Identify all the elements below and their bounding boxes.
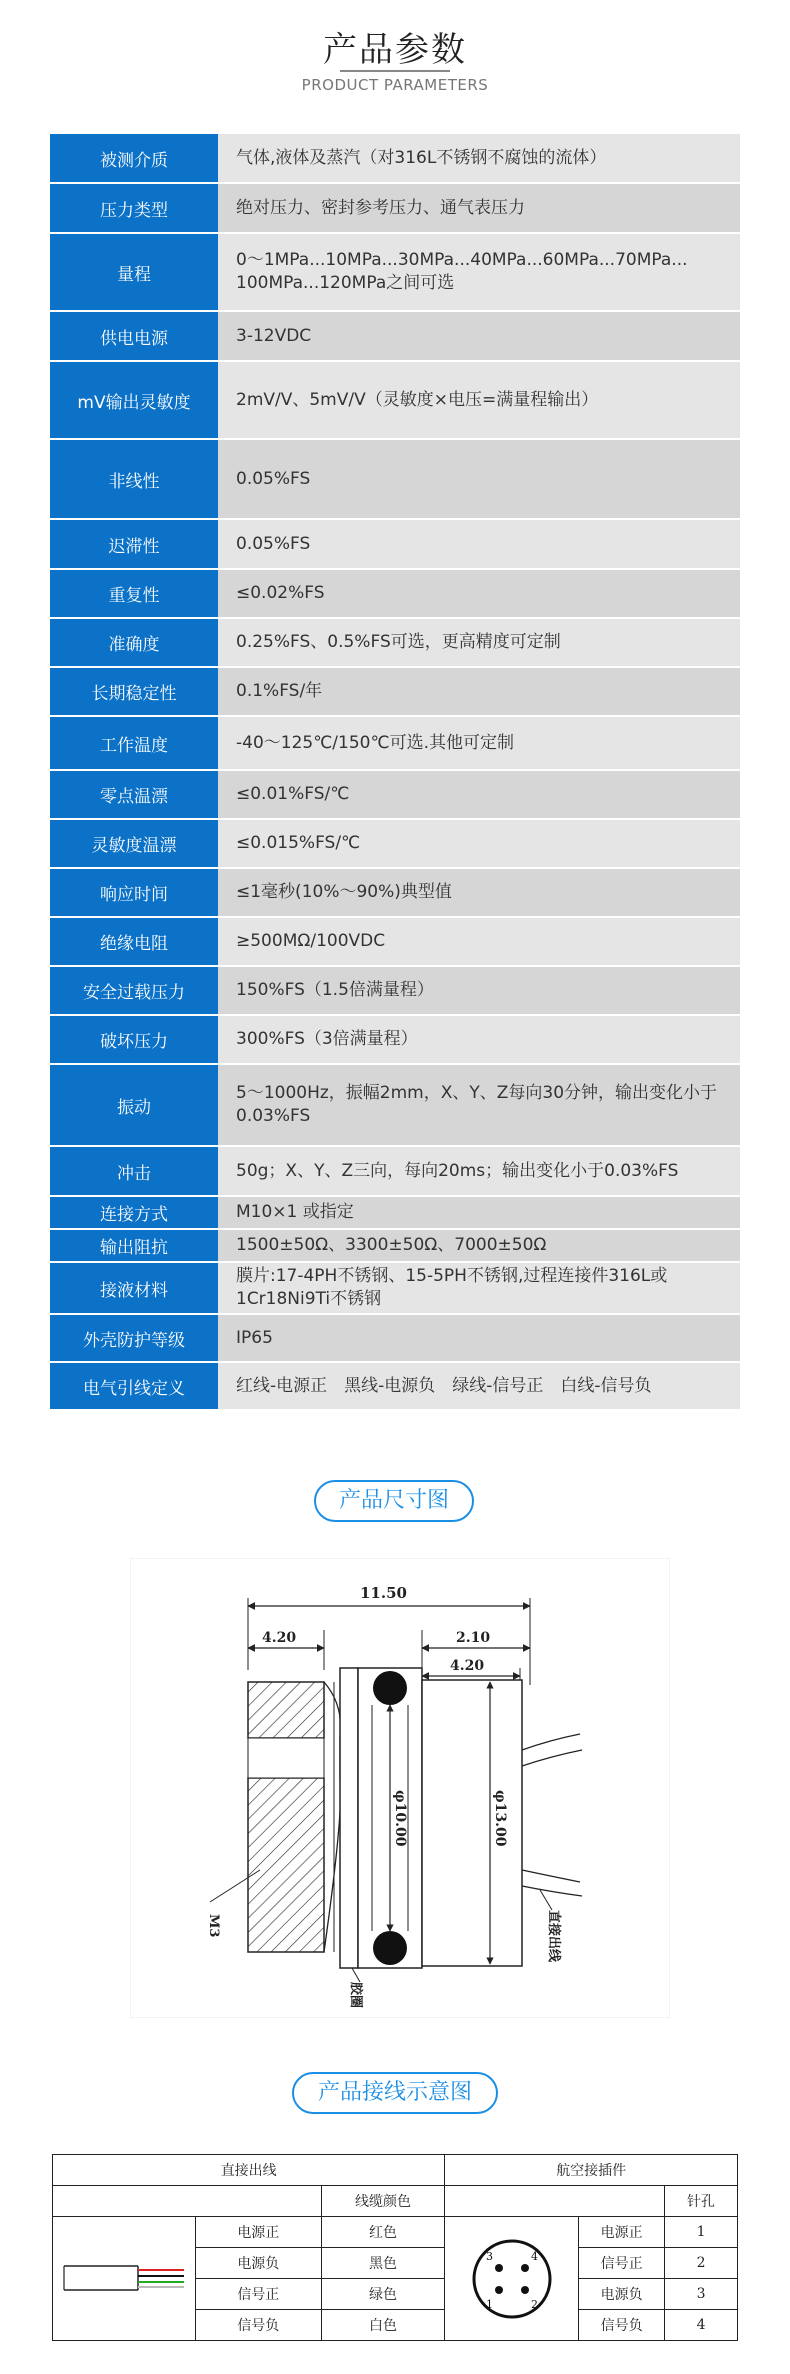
param-row: [50, 234, 740, 310]
param-row: [50, 520, 740, 568]
param-value: M10×1 或指定: [218, 1197, 740, 1228]
param-value: 0.05%FS: [218, 440, 740, 518]
inner-width-label: 4.20: [450, 1658, 485, 1674]
param-label: 连接方式: [50, 1197, 218, 1228]
param-label: 安全过载压力: [50, 967, 218, 1014]
param-label: 振动: [50, 1065, 218, 1145]
param-value: 红线-电源正 黑线-电源负 绿线-信号正 白线-信号负: [218, 1363, 740, 1409]
param-row: [50, 820, 740, 867]
wiring-section-title: 产品接线示意图: [292, 2072, 498, 2114]
param-row: [50, 869, 740, 916]
param-value: 0.25%FS、0.5%FS可选，更高精度可定制: [218, 619, 740, 666]
lead-label: 直接出线: [546, 1910, 561, 1963]
pin-header: 针孔: [665, 2186, 738, 2217]
param-row: [50, 312, 740, 360]
param-value: ≤1毫秒(10%～90%)典型值: [218, 869, 740, 916]
color-cell: 白色: [321, 2310, 445, 2341]
param-row: [50, 1147, 740, 1195]
wiring-table: [52, 2154, 738, 2341]
param-row: [50, 771, 740, 818]
param-row: [50, 1065, 740, 1145]
param-row: [50, 1363, 740, 1409]
param-label: 输出阻抗: [50, 1230, 218, 1261]
param-label: 灵敏度温漂: [50, 820, 218, 867]
param-value: ≤0.01%FS/℃: [218, 771, 740, 818]
param-row: [50, 1230, 740, 1261]
param-value: 3-12VDC: [218, 312, 740, 360]
page-title: 产品参数: [323, 30, 467, 70]
param-label: mV输出灵敏度: [50, 362, 218, 438]
param-label: 准确度: [50, 619, 218, 666]
left-width-label: 4.20: [262, 1630, 297, 1646]
color-cell: 绿色: [321, 2279, 445, 2310]
param-value: ≤0.015%FS/℃: [218, 820, 740, 867]
param-value: -40～125℃/150℃可选.其他可定制: [218, 717, 740, 769]
wiring-row: [53, 2217, 738, 2248]
dimension-drawing: [200, 1570, 600, 2010]
param-row: [50, 440, 740, 518]
signal-cell: 信号负: [195, 2310, 321, 2341]
inner-dia-label: φ10.00: [392, 1790, 408, 1847]
param-value: 0～1MPa...10MPa...30MPa...40MPa...60MPa...70MPa... 100MPa...120MPa之间可选: [218, 234, 740, 310]
param-row: [50, 1197, 740, 1228]
plug-signal-cell: 信号负: [579, 2310, 665, 2341]
param-label: 供电电源: [50, 312, 218, 360]
param-row: [50, 570, 740, 617]
param-label: 工作温度: [50, 717, 218, 769]
param-value: 绝对压力、密封参考压力、通气表压力: [218, 184, 740, 232]
wiring-subheader-row: [53, 2186, 738, 2217]
signal-cell: 电源负: [195, 2248, 321, 2279]
param-row: [50, 668, 740, 715]
param-row: [50, 619, 740, 666]
pin-cell: 3: [665, 2279, 738, 2310]
signal-cell: 信号正: [195, 2279, 321, 2310]
plug-signal-cell: 电源正: [579, 2217, 665, 2248]
param-value: ≥500MΩ/100VDC: [218, 918, 740, 965]
plug-signal-cell: 信号正: [579, 2248, 665, 2279]
pin-number-3: 3: [485, 2249, 493, 2263]
param-value: 膜片:17-4PH不锈钢、15-5PH不锈钢,过程连接件316L或1Cr18Ni9Ti不锈钢: [218, 1263, 740, 1313]
param-label: 零点温漂: [50, 771, 218, 818]
param-row: [50, 1315, 740, 1361]
param-value: 2mV/V、5mV/V（灵敏度×电压=满量程输出）: [218, 362, 740, 438]
pin-number-2: 2: [530, 2297, 538, 2311]
param-label: 绝缘电阻: [50, 918, 218, 965]
param-label: 压力类型: [50, 184, 218, 232]
param-row: [50, 717, 740, 769]
pin-cell: 2: [665, 2248, 738, 2279]
direct-lead-header: 直接出线: [53, 2155, 445, 2186]
param-label: 重复性: [50, 570, 218, 617]
param-value: IP65: [218, 1315, 740, 1361]
param-label: 冲击: [50, 1147, 218, 1195]
param-label: 非线性: [50, 440, 218, 518]
seal-label: 胶圈: [348, 1982, 363, 2009]
param-value: 0.05%FS: [218, 520, 740, 568]
cable-icon: [60, 2254, 188, 2304]
pin-number-1: 1: [485, 2297, 493, 2311]
param-label: 长期稳定性: [50, 668, 218, 715]
param-value: 0.1%FS/年: [218, 668, 740, 715]
param-label: 电气引线定义: [50, 1363, 218, 1409]
param-value: 气体,液体及蒸汽（对316L不锈钢不腐蚀的流体）: [218, 134, 740, 182]
thread-label: M3: [206, 1914, 221, 1938]
cable-illustration: [53, 2217, 196, 2341]
param-label: 外壳防护等级: [50, 1315, 218, 1361]
param-label: 量程: [50, 234, 218, 310]
aviation-plug-header: 航空接插件: [445, 2155, 738, 2186]
param-value: 150%FS（1.5倍满量程）: [218, 967, 740, 1014]
plug-signal-cell: 电源负: [579, 2279, 665, 2310]
param-value: 50g；X、Y、Z三向，每向20ms；输出变化小于0.03%FS: [218, 1147, 740, 1195]
connector-icon: [467, 2234, 557, 2324]
param-value: 1500±50Ω、3300±50Ω、7000±50Ω: [218, 1230, 740, 1261]
connector-illustration: [445, 2217, 579, 2341]
page-subtitle: PRODUCT PARAMETERS: [301, 76, 489, 94]
pin-cell: 4: [665, 2310, 738, 2341]
dimension-section-title: 产品尺寸图: [314, 1480, 474, 1522]
param-label: 破坏压力: [50, 1016, 218, 1063]
param-row: [50, 918, 740, 965]
param-row: [50, 184, 740, 232]
param-row: [50, 1263, 740, 1313]
param-row: [50, 967, 740, 1014]
pin-number-4: 4: [530, 2249, 538, 2263]
wiring-header-row: [53, 2155, 738, 2186]
title-underline: [340, 70, 450, 72]
param-label: 迟滞性: [50, 520, 218, 568]
param-value: 5～1000Hz，振幅2mm，X、Y、Z每向30分钟，输出变化小于0.03%FS: [218, 1065, 740, 1145]
outer-dia-label: φ13.00: [492, 1790, 508, 1847]
param-label: 响应时间: [50, 869, 218, 916]
param-row: [50, 134, 740, 182]
cable-color-header: 线缆颜色: [321, 2186, 445, 2217]
right-width-label: 2.10: [456, 1630, 491, 1646]
signal-cell: 电源正: [195, 2217, 321, 2248]
color-cell: 黑色: [321, 2248, 445, 2279]
overall-dim-label: 11.50: [360, 1584, 407, 1602]
param-row: [50, 362, 740, 438]
param-value: 300%FS（3倍满量程）: [218, 1016, 740, 1063]
parameter-table: [50, 132, 740, 1411]
param-label: 接液材料: [50, 1263, 218, 1313]
param-row: [50, 1016, 740, 1063]
pin-cell: 1: [665, 2217, 738, 2248]
param-value: ≤0.02%FS: [218, 570, 740, 617]
color-cell: 红色: [321, 2217, 445, 2248]
param-label: 被测介质: [50, 134, 218, 182]
